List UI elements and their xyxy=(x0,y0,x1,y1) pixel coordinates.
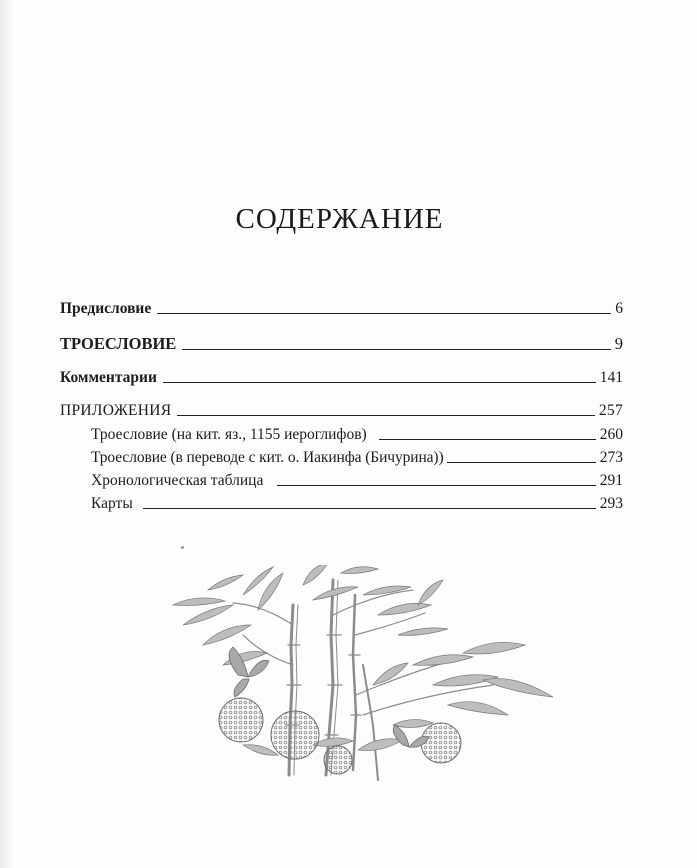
toc-page-number: 260 xyxy=(599,426,623,443)
toc-leader-line xyxy=(277,485,595,486)
toc-entry-label: ПРИЛОЖЕНИЯ xyxy=(60,402,172,419)
toc-entry-label: Троесловие (на кит. яз., 1155 иероглифов) xyxy=(91,426,367,443)
toc-subentry-chronology[interactable] xyxy=(91,472,623,490)
toc-entry-label: Хронологическая таблица xyxy=(91,472,264,489)
toc-entry-label: Комментарии xyxy=(60,369,157,386)
page-title: СОДЕРЖАНИЕ xyxy=(235,203,444,235)
toc-subentry-bichurin-translation[interactable] xyxy=(91,449,623,467)
toc-leader-line xyxy=(447,462,596,463)
toc-entry-label: Предисловие xyxy=(60,300,152,317)
page-gutter-shadow xyxy=(0,0,14,868)
toc-page-number: 9 xyxy=(614,334,623,353)
toc-entry-label: Карты xyxy=(91,495,133,512)
toc-page-number: 6 xyxy=(615,300,623,317)
toc-entry-label: Троесловие (в переводе с кит. о. Иакинфа (Бичурина)) xyxy=(91,449,444,466)
toc-leader-line xyxy=(177,415,594,416)
toc-leader-line xyxy=(379,439,596,440)
toc-page-number: 141 xyxy=(599,369,623,386)
toc-leader-line xyxy=(143,508,596,509)
ink-speck xyxy=(181,546,184,549)
toc-leader-line xyxy=(182,349,610,350)
toc-page-number: 291 xyxy=(599,472,623,489)
bamboo-flowers-illustration-icon xyxy=(163,565,555,810)
toc-leader-line xyxy=(157,313,611,314)
toc-page-number: 257 xyxy=(598,402,623,419)
toc-entry-comments[interactable] xyxy=(60,369,623,387)
toc-entry-label: ТРОЕСЛОВИЕ xyxy=(60,334,177,353)
toc-entry-troeslovie[interactable] xyxy=(60,334,623,354)
toc-subentry-maps[interactable] xyxy=(91,495,623,513)
toc-page-number: 293 xyxy=(599,495,623,512)
toc-page-number: 273 xyxy=(599,449,623,466)
toc-leader-line xyxy=(163,382,596,383)
toc-entry-appendices[interactable] xyxy=(60,402,623,420)
toc-subentry-chinese-text[interactable] xyxy=(91,426,623,444)
toc-entry-preface[interactable] xyxy=(60,300,623,318)
